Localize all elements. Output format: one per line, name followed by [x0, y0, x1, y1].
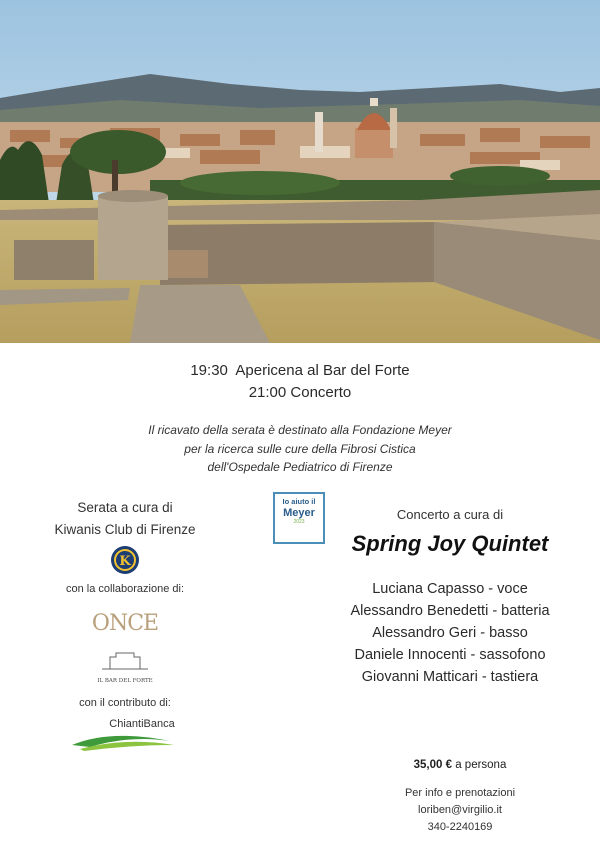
badge-line-1: Io aiuto il	[282, 497, 316, 506]
curated-label: Serata a cura di	[77, 500, 173, 515]
bar-del-forte-logo	[90, 647, 160, 687]
organizers-column	[30, 497, 220, 751]
concert-column	[330, 505, 570, 688]
chiantibanca-logo-text: ChiantiBanca	[109, 718, 175, 730]
contact-email[interactable]: loriben@virgilio.it	[418, 804, 502, 816]
schedule-apericena: 19:30 Apericena al Bar del Forte	[190, 362, 410, 379]
ticket-price	[390, 759, 530, 771]
schedule	[0, 360, 600, 404]
once-logo-text: ONCE	[91, 611, 159, 636]
band-member: Luciana Capasso - voce	[372, 581, 528, 597]
band-member: Giovanni Matticari - tastiera	[361, 669, 539, 685]
hero-photo	[0, 0, 600, 343]
dedication-line-3: dell'Ospedale Pediatrico di Firenze	[207, 460, 393, 474]
collab-label: con la collaborazione di:	[65, 583, 185, 595]
badge-year: 2023	[293, 519, 305, 525]
dedication	[0, 421, 600, 477]
svg-text:K: K	[119, 554, 131, 569]
concert-curated-label: Concerto a cura di	[396, 507, 504, 522]
contact-label: Per info e prenotazioni	[404, 787, 516, 799]
once-logo	[90, 607, 160, 637]
bar-logo-caption: IL BAR DEL FORTE	[97, 678, 153, 684]
chiantibanca-logo	[70, 715, 180, 751]
contact-phone[interactable]: 340-2240169	[427, 821, 493, 833]
band-name: Spring Joy Quintet	[351, 531, 549, 556]
contact-info	[380, 785, 540, 836]
band-member: Daniele Innocenti - sassofono	[354, 647, 546, 663]
price-unit: a persona	[455, 759, 507, 771]
dedication-line-1: Il ricavato della serata è destinato alla Fondazione Meyer	[148, 423, 452, 437]
schedule-concert: 21:00 Concerto	[248, 384, 352, 401]
organizer-name: Kiwanis Club di Firenze	[54, 522, 196, 537]
band-member: Alessandro Geri - basso	[372, 625, 528, 641]
band-members	[330, 578, 570, 688]
contrib-label: con il contributo di:	[79, 697, 171, 709]
badge-line-2: Meyer	[283, 507, 315, 519]
kiwanis-logo	[110, 545, 140, 575]
price-amount: 35,00 €	[413, 759, 452, 771]
band-member: Alessandro Benedetti - batteria	[350, 603, 550, 619]
dedication-line-2: per la ricerca sulle cure della Fibrosi Cistica	[184, 441, 416, 456]
